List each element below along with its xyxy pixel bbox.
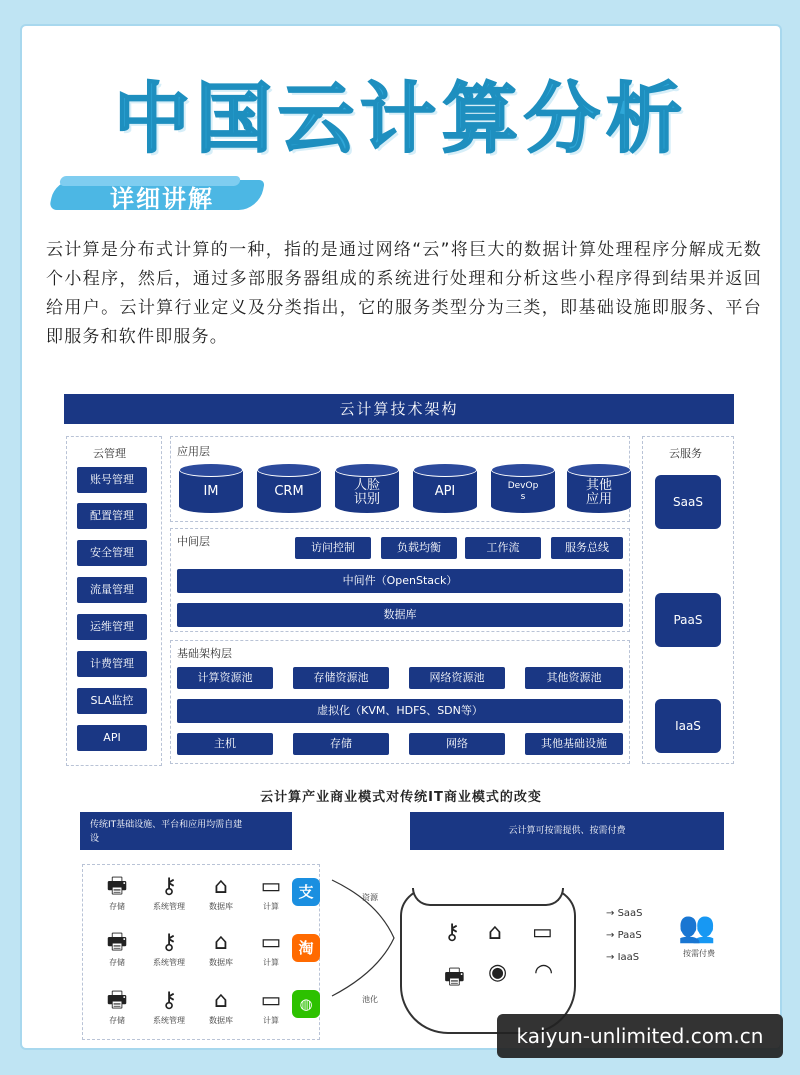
wechat-icon: ◍ <box>292 990 320 1018</box>
key-icon: ⚷ <box>160 988 178 1013</box>
flow-label-resource: 资源 <box>362 893 378 902</box>
cloud-top-band <box>412 888 564 906</box>
globe-icon: ◉ <box>488 960 508 985</box>
section-tag <box>52 176 262 212</box>
pool-storage[interactable]: 存储资源池 <box>293 667 389 689</box>
grid-caption-database: 数据库 <box>209 1016 233 1025</box>
monitor-icon: ▭ <box>532 920 553 945</box>
service-saas[interactable]: SaaS <box>655 475 721 529</box>
cloud-services-title: 云服务 <box>669 447 702 460</box>
cloud-services-panel <box>642 436 734 764</box>
grid-caption-compute: 计算 <box>263 958 279 967</box>
grid-caption-database: 数据库 <box>209 902 233 911</box>
output-paas-label: PaaS <box>617 930 642 941</box>
mgmt-item-api[interactable]: API <box>77 725 147 751</box>
app-face-label: 人脸 识别 <box>353 478 380 507</box>
app-other-label: 其他 应用 <box>585 478 612 507</box>
cloud-management-title: 云管理 <box>93 447 126 460</box>
pool-compute[interactable]: 计算资源池 <box>177 667 273 689</box>
database-bar[interactable]: 数据库 <box>177 603 623 627</box>
pool-other[interactable]: 其他资源池 <box>525 667 623 689</box>
middle-workflow[interactable]: 工作流 <box>465 537 541 559</box>
infographic-card <box>22 26 780 1048</box>
grid-database-1 <box>199 875 243 912</box>
house-icon: ⌂ <box>214 930 228 955</box>
intro-paragraph: 云计算是分布式计算的一种，指的是通过网络“云”将巨大的数据计算处理程序分解成无数个小程序，然后，通过多部服务器组成的系统进行处理和分析这些小程序得到结果并返回给用户。云计算行业定义及分类指出，它的服务类型分为三类，即基础设施即服务、平台即服务和软件即服务。 <box>46 240 762 347</box>
rss-icon: ◠ <box>534 960 554 985</box>
cloud-model-note: 云计算可按需提供、按需付费 <box>410 812 724 850</box>
users-caption: 按需付费 <box>683 949 715 958</box>
application-layer-title: 应用层 <box>177 445 210 458</box>
mgmt-item-security[interactable]: 安全管理 <box>77 540 147 566</box>
grid-caption-system: 系统管理 <box>153 902 185 911</box>
grid-storage-1 <box>95 875 139 912</box>
house-icon: ⌂ <box>214 874 228 899</box>
traditional-it-note: 传统IT基础设施、平台和应用均需自建 设 <box>80 812 292 850</box>
hardware-network[interactable]: 网络 <box>409 733 505 755</box>
infrastructure-layer-title: 基础架构层 <box>177 647 232 660</box>
grid-compute-3 <box>249 989 293 1026</box>
app-other-cylinder <box>567 463 631 513</box>
house-icon: ⌂ <box>214 988 228 1013</box>
grid-caption-system: 系统管理 <box>153 958 185 967</box>
output-paas: → PaaS <box>606 930 642 941</box>
hardware-other[interactable]: 其他基础设施 <box>525 733 623 755</box>
printer-icon: 🖶 <box>106 930 128 955</box>
printer-icon: 🖶 <box>106 988 128 1013</box>
grid-caption-storage: 存储 <box>109 902 125 911</box>
traditional-resource-grid <box>82 864 320 1040</box>
grid-system-1 <box>147 875 191 912</box>
app-api-label: API <box>434 484 456 499</box>
key-icon: ⚷ <box>444 920 461 945</box>
mgmt-item-config[interactable]: 配置管理 <box>77 503 147 529</box>
virtualization-bar[interactable]: 虚拟化（KVM、HDFS、SDN等） <box>177 699 623 723</box>
service-paas[interactable]: PaaS <box>655 593 721 647</box>
alipay-icon: 支 <box>292 878 320 906</box>
middle-access-control[interactable]: 访问控制 <box>295 537 371 559</box>
grid-database-3 <box>199 989 243 1026</box>
grid-storage-3 <box>95 989 139 1026</box>
middleware-bar[interactable]: 中间件（OpenStack） <box>177 569 623 593</box>
middle-layer-panel <box>170 528 630 632</box>
app-devops-cylinder <box>491 463 555 513</box>
grid-caption-database: 数据库 <box>209 958 233 967</box>
taobao-icon: 淘 <box>292 934 320 962</box>
hardware-host[interactable]: 主机 <box>177 733 273 755</box>
grid-system-2 <box>147 931 191 968</box>
grid-compute-1 <box>249 875 293 912</box>
monitor-icon: ▭ <box>260 988 282 1013</box>
site-watermark[interactable]: kaiyun-unlimited.com.cn <box>497 1014 783 1058</box>
grid-compute-2 <box>249 931 293 968</box>
output-iaas-label: IaaS <box>617 952 640 963</box>
key-icon: ⚷ <box>160 874 178 899</box>
grid-caption-compute: 计算 <box>263 902 279 911</box>
output-saas-label: SaaS <box>617 908 643 919</box>
grid-caption-storage: 存储 <box>109 1016 125 1025</box>
printer-icon: 🖶 <box>444 965 465 990</box>
printer-icon: 🖶 <box>106 874 128 899</box>
app-crm-label: CRM <box>274 484 304 499</box>
cloud-management-panel <box>66 436 162 766</box>
app-api-cylinder <box>413 463 477 513</box>
users-icon: 👥 <box>678 910 716 945</box>
output-saas: → SaaS <box>606 908 643 919</box>
grid-database-2 <box>199 931 243 968</box>
page-title: 中国云计算分析 <box>114 74 688 163</box>
app-face-cylinder <box>335 463 399 513</box>
infrastructure-layer-panel <box>170 640 630 764</box>
section-tag-label: 详细讲解 <box>110 185 214 213</box>
business-model-title: 云计算产业商业模式对传统IT商业模式的改变 <box>260 790 542 805</box>
grid-caption-storage: 存储 <box>109 958 125 967</box>
hardware-storage[interactable]: 存储 <box>293 733 389 755</box>
grid-caption-system: 系统管理 <box>153 1016 185 1025</box>
grid-storage-2 <box>95 931 139 968</box>
house-icon: ⌂ <box>488 920 502 945</box>
mgmt-item-account[interactable]: 账号管理 <box>77 467 147 493</box>
middle-layer-title: 中间层 <box>177 535 210 548</box>
service-iaas[interactable]: IaaS <box>655 699 721 753</box>
monitor-icon: ▭ <box>260 930 282 955</box>
cloud-resource-pool <box>400 888 576 1034</box>
mgmt-item-billing[interactable]: 计费管理 <box>77 651 147 677</box>
middle-load-balance[interactable]: 负载均衡 <box>381 537 457 559</box>
app-im-label: IM <box>203 484 219 499</box>
mgmt-item-sla[interactable]: SLA监控 <box>77 688 147 714</box>
application-layer-panel <box>170 436 630 522</box>
mgmt-item-ops[interactable]: 运维管理 <box>77 614 147 640</box>
flow-label-pooling: 池化 <box>362 995 378 1004</box>
middle-service-bus[interactable]: 服务总线 <box>551 537 623 559</box>
architecture-header: 云计算技术架构 <box>64 394 734 424</box>
app-im-cylinder <box>179 463 243 513</box>
app-crm-cylinder <box>257 463 321 513</box>
pool-network[interactable]: 网络资源池 <box>409 667 505 689</box>
mgmt-item-traffic[interactable]: 流量管理 <box>77 577 147 603</box>
grid-system-3 <box>147 989 191 1026</box>
grid-caption-compute: 计算 <box>263 1016 279 1025</box>
output-iaas: → IaaS <box>606 952 640 963</box>
monitor-icon: ▭ <box>260 874 282 899</box>
app-devops-label: DevOp s <box>507 481 539 502</box>
key-icon: ⚷ <box>160 930 178 955</box>
